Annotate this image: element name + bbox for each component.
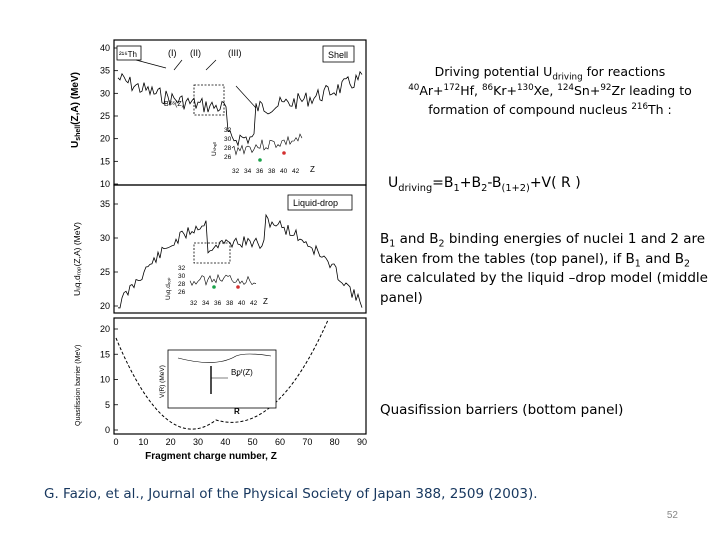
x-tick-0: 0: [113, 437, 119, 447]
mid-ytick-tick-3: 20: [99, 301, 110, 311]
svg-text:34: 34: [244, 168, 252, 175]
x-tick-3: 30: [192, 437, 204, 447]
svg-text:32: 32: [232, 168, 240, 175]
svg-text:40: 40: [238, 300, 246, 307]
x-tick-1: 10: [138, 437, 149, 447]
x-tick-2: 20: [165, 437, 176, 447]
bot-ytick-tick-4: 0: [104, 425, 110, 435]
x-tick-7: 70: [302, 437, 313, 447]
svg-text:34: 34: [202, 300, 210, 307]
bot-ytick-tick-3: 5: [104, 399, 110, 410]
svg-text:36: 36: [256, 168, 264, 175]
svg-text:28: 28: [178, 281, 186, 288]
mid-ytick-tick-0: 35: [99, 199, 110, 209]
top-ytick-tick-5: 15: [99, 156, 110, 167]
svg-text:30: 30: [224, 136, 232, 143]
svg-text:32: 32: [224, 127, 232, 134]
svg-text:28: 28: [224, 145, 232, 152]
mid-ytick-tick-2: 25: [99, 267, 110, 277]
binding-energy-text: $B_1$ and $B_2$ binding energies of nuclei 1 and 2 are taken from the tables (top panel), if $B_1$ and $B_2$ are calculated by the liquid –drop model (middle panel): [380, 231, 708, 306]
heading-line-1: Driving potential $U_{driving}$ for reactions: [434, 64, 666, 83]
x-tick-8: 80: [329, 437, 340, 447]
top-panel-ylabel: $U_{shell}(Z,A)$ (MeV): [70, 72, 82, 148]
svg-text:32: 32: [178, 265, 186, 272]
top-ytick-tick-3: 25: [99, 111, 110, 121]
inset-label-top: Bᶠˢˢ(Z): [164, 101, 184, 108]
x-axis-label: Fragment charge number, Z: [145, 451, 277, 462]
x-tick-5: 50: [247, 437, 258, 447]
page-number: 52: [666, 510, 678, 521]
region-II: (II): [190, 48, 201, 58]
quasifission-caption: Quasifission barriers (bottom panel): [380, 402, 624, 418]
mid-ytick-tick-1: 30: [99, 233, 110, 243]
svg-text:38: 38: [268, 168, 276, 175]
svg-text:40: 40: [280, 168, 288, 175]
svg-text:42: 42: [250, 300, 258, 307]
slide-heading: [400, 62, 700, 119]
top-inset: [211, 127, 315, 175]
middle-inset: [165, 265, 268, 307]
svg-text:32: 32: [190, 300, 198, 307]
svg-text:26: 26: [178, 289, 186, 296]
shell-legend: Shell: [328, 50, 349, 60]
heading-reactions: $^{40}$Ar+$^{172}$Hf, $^{86}$Kr+$^{130}$Xe, $^{124}$Sn+$^{92}$Zr leading to: [408, 82, 692, 98]
x-tick-4: 40: [220, 437, 231, 447]
svg-text:38: 38: [226, 300, 234, 307]
svg-text:Z: Z: [263, 297, 268, 306]
region-I: (I): [168, 48, 177, 58]
x-tick-9: 90: [356, 437, 368, 447]
figure-driving-potential: [66, 38, 372, 464]
svg-text:30: 30: [178, 273, 186, 280]
bottom-panel-ylabel: Quasifission barrier (MeV): [75, 344, 82, 426]
svg-text:Z: Z: [310, 165, 315, 174]
inset-box-middle: [194, 243, 230, 263]
citation: G. Fazio, et al., Journal of the Physical Society of Japan 388, 2509 (2003).: [44, 486, 538, 502]
liquid-drop-legend: Liquid-drop: [293, 198, 339, 208]
top-ytick-tick-0: 40: [99, 43, 110, 53]
svg-text:V(R) (MeV): V(R) (MeV): [159, 365, 166, 398]
bot-ytick-tick-2: 10: [99, 374, 110, 385]
svg-text:Uₗᵢq.dᵣₒₚ: Uₗᵢq.dᵣₒₚ: [165, 277, 172, 300]
x-tick-6: 60: [274, 437, 286, 447]
top-ytick-tick-6: 10: [99, 179, 110, 189]
svg-text:Bᵱᶠ(Z): Bᵱᶠ(Z): [231, 368, 253, 377]
top-ytick-tick-2: 30: [99, 88, 110, 99]
nucleus-tag: ²¹⁶Th: [119, 50, 137, 59]
bot-ytick-tick-1: 15: [99, 349, 110, 360]
bottom-inset: [159, 350, 276, 416]
region-III: (III): [228, 48, 242, 58]
svg-text:36: 36: [214, 300, 222, 307]
top-ytick-tick-1: 35: [99, 65, 110, 76]
svg-text:42: 42: [292, 168, 300, 175]
middle-panel-ylabel: Uₗᵢq.dᵣₒₚ(Z,A) (MeV): [72, 222, 82, 296]
heading-line-3: formation of compound nucleus $^{216}$Th :: [428, 101, 672, 117]
driving-potential-formula: $U_{driving}=B_1+B_2-B_{(1+2)}+V$( R ): [388, 175, 581, 194]
top-ytick-tick-4: 20: [99, 133, 110, 144]
svg-text:26: 26: [224, 154, 232, 161]
svg-text:Uₛₕₑₗₗ: Uₛₕₑₗₗ: [211, 141, 218, 156]
svg-text:R: R: [234, 407, 240, 416]
bot-ytick-tick-0: 20: [99, 324, 110, 334]
